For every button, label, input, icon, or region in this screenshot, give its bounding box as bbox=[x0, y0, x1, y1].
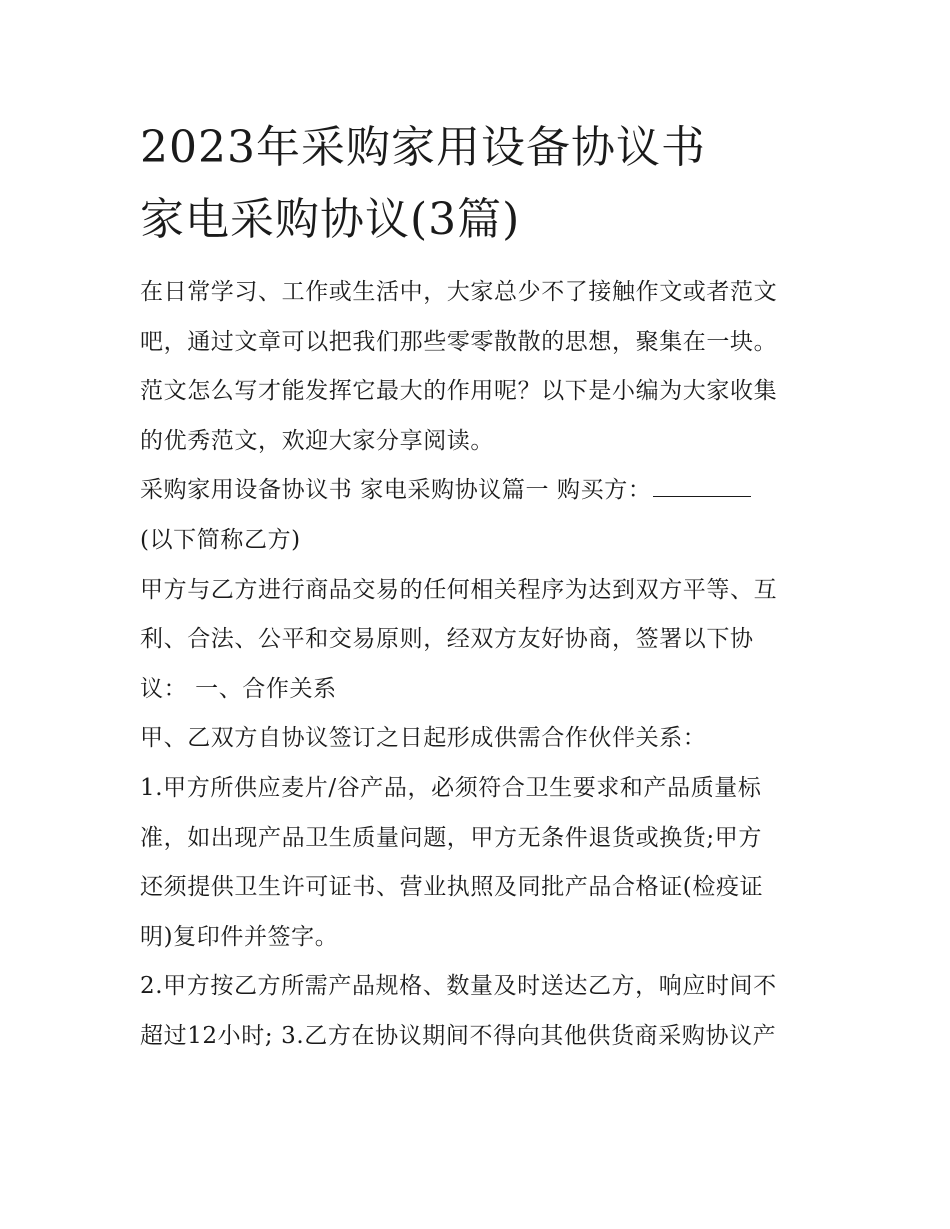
buyer-paragraph bbox=[140, 466, 820, 516]
intro-paragraph bbox=[140, 268, 820, 466]
text-line: 在日常学习、工作或生活中，大家总少不了接触作文或者范文 bbox=[140, 279, 778, 305]
clause-2-paragraph bbox=[140, 962, 820, 1061]
text-line: 范文怎么写才能发挥它最大的作用呢？以下是小编为大家收集 bbox=[140, 378, 778, 405]
text-line: 1.甲方所供应麦片/谷产品，必须符合卫生要求和产品质量标 bbox=[140, 774, 762, 801]
text-line: 还须提供卫生许可证书、营业执照及同批产品合格证(检疫证 bbox=[140, 874, 764, 901]
text-line: 议： 一、合作关系 bbox=[140, 675, 337, 702]
text-line: 利、合法、公平和交易原则，经双方友好协商，签署以下协 bbox=[140, 626, 754, 653]
text-line: 甲、乙双方自协议签订之日起形成供需合作伙伴关系： bbox=[140, 725, 707, 752]
text-line: 超过12小时; 3.乙方在协议期间不得向其他供货商采购协议产 bbox=[140, 1022, 777, 1049]
text-line: 2.甲方按乙方所需产品规格、数量及时送达乙方，响应时间不 bbox=[140, 973, 777, 1000]
buyer-label: 采购家用设备协议书 家电采购协议篇一 购买方： bbox=[140, 477, 652, 504]
document-title bbox=[140, 112, 820, 256]
abbreviation-paragraph bbox=[140, 516, 820, 566]
text-line: 准，如出现产品卫生质量问题，甲方无条件退货或换货;甲方 bbox=[140, 824, 762, 851]
buyer-blank-line bbox=[653, 480, 751, 497]
text-line: 的优秀范文，欢迎大家分享阅读。 bbox=[140, 427, 494, 454]
text-line bbox=[140, 466, 820, 516]
agreement-paragraph bbox=[140, 566, 820, 715]
text-line: 甲方与乙方进行商品交易的任何相关程序为达到双方平等、互 bbox=[140, 576, 778, 603]
text-line: 吧，通过文章可以把我们那些零零散散的思想，聚集在一块。 bbox=[140, 328, 778, 355]
clause-1-paragraph bbox=[140, 764, 820, 962]
text-line: (以下简称乙方) bbox=[140, 526, 301, 553]
title-line-1: 2023年采购家用设备协议书 bbox=[140, 122, 706, 173]
document-page bbox=[140, 112, 820, 1062]
title-line-2: 家电采购协议(3篇) bbox=[140, 194, 521, 245]
partnership-paragraph bbox=[140, 714, 820, 764]
text-line: 明)复印件并签字。 bbox=[140, 923, 339, 950]
document-body bbox=[140, 268, 820, 1062]
